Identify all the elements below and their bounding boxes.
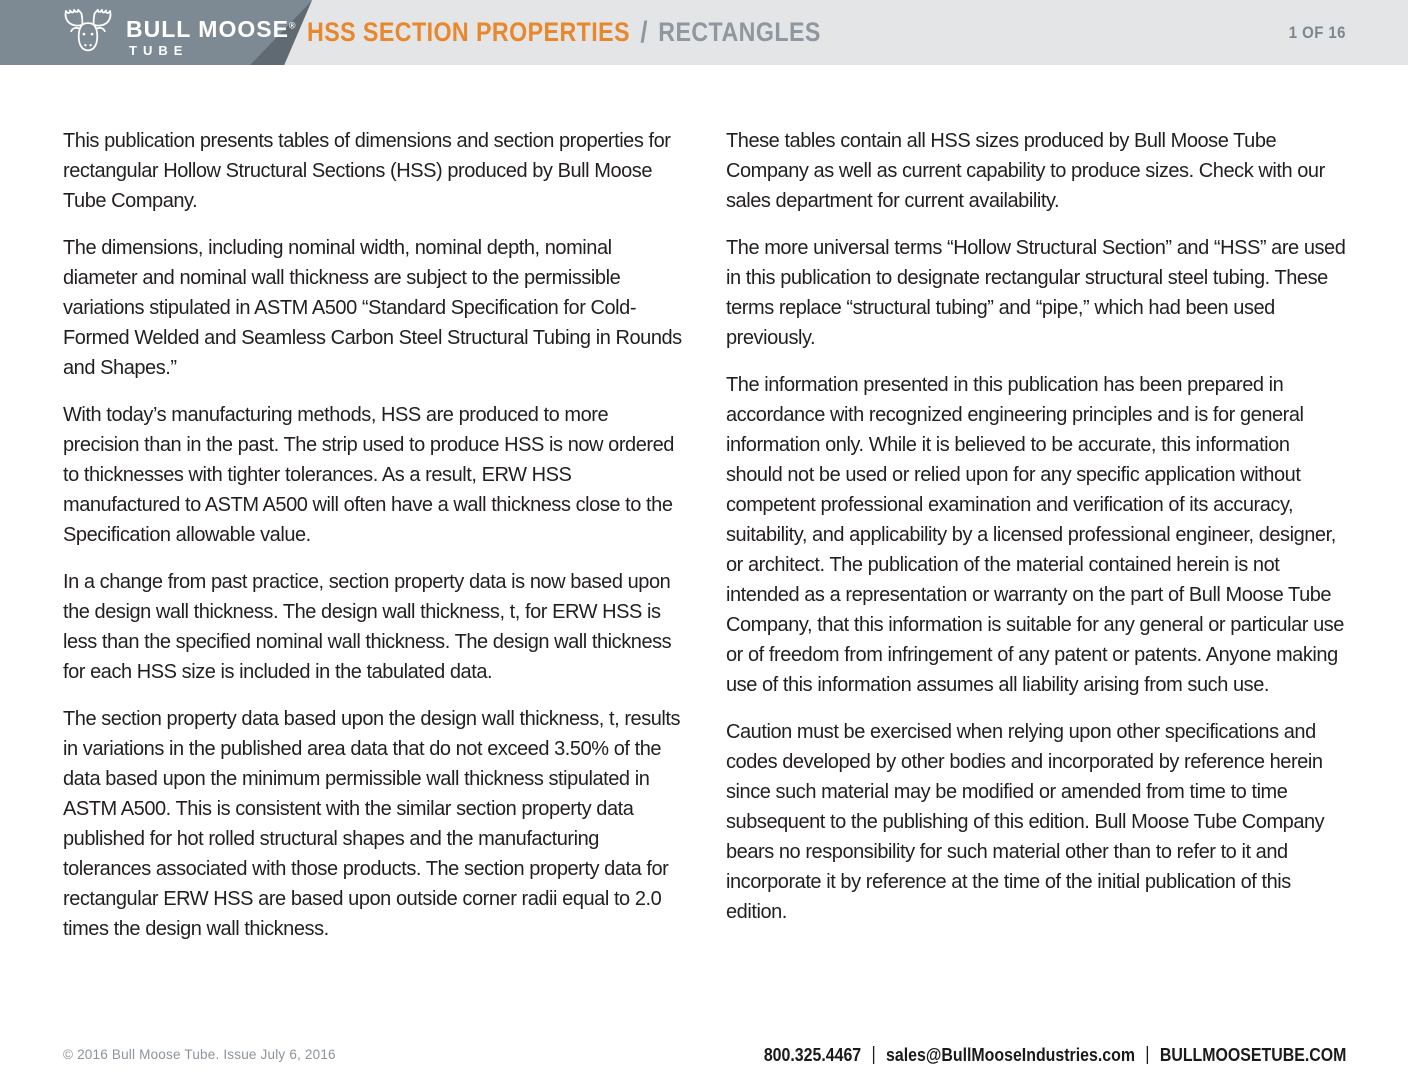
copyright-notice: © 2016 Bull Moose Tube. Issue July 6, 2016 (63, 1047, 336, 1062)
page-number-indicator: 1 OF 16 (1288, 22, 1346, 42)
body-content (63, 126, 1346, 961)
right-column (726, 126, 1346, 961)
paragraph: These tables contain all HSS sizes produced by Bull Moose Tube Company as well as current capability to produce sizes. Check with our sales department for current availability. (726, 130, 1325, 212)
footer-separator: | (871, 1044, 876, 1065)
page-title (307, 0, 821, 65)
paragraph: The dimensions, including nominal width, nominal depth, nominal diameter and nominal wall thickness are subject to the permissible variations stipulated in ASTM A500 “Standard Specification for Cold-Formed Welded and Seamless Carbon Steel Structural Tubing in Rounds and Shapes.” (63, 237, 682, 379)
title-secondary: RECTANGLES (658, 17, 821, 47)
paragraph: The information presented in this publication has been prepared in accordance with recognized engineering principles and is for general information only. While it is believed to be accurate, this information should not be used or relied upon for any specific application without competent professional examination and verification of its accuracy, suitability, and applicability by a licensed professional engineer, designer, or architect. The publication of the material contained herein is not intended as a representation or warranty on the part of Bull Moose Tube Company, that this information is suitable for any general or particular use or of freedom from infringement of any patent or patents. Anyone making use of this information assumes all liability arising from such use. (726, 374, 1344, 696)
paragraph: In a change from past practice, section property data is now based upon the design wall thickness. The design wall thickness, t, for ERW HSS is less than the specified nominal wall thickness. The design wall thickness for each HSS size is included in the tabulated data. (63, 571, 672, 683)
title-separator: / (640, 15, 648, 49)
paragraph: With today’s manufacturing methods, HSS are produced to more precision than in the past. The strip used to produce HSS is now ordered to thicknesses with tighter tolerances. As a result, ERW HSS manufactured to ASTM A500 will often have a wall thickness close to the Specification allowable value. (63, 404, 674, 546)
registered-mark: ® (288, 20, 296, 31)
brand-banner (0, 0, 340, 65)
logo-wordmark (126, 18, 296, 57)
logo-brand-text: BULL MOOSE (126, 16, 289, 42)
phone-number: 800.325.4467 (763, 1044, 861, 1065)
moose-head-icon (52, 4, 124, 62)
website-link[interactable]: BULLMOOSETUBE.COM (1159, 1044, 1346, 1065)
title-primary: HSS SECTION PROPERTIES (307, 17, 630, 47)
paragraph: This publication presents tables of dimensions and section properties for rectangular Hollow Structural Sections (HSS) produced by Bull Moose Tube Company. (63, 130, 671, 212)
logo-tube-text: TUBE (129, 43, 189, 58)
left-column (63, 126, 683, 961)
paragraph: The section property data based upon the design wall thickness, t, results in variations in the published area data that do not exceed 3.50% of the data based upon the minimum permissible wall thickness stipulated in ASTM A500. This is consistent with the similar section property data published for hot rolled structural shapes and the manufacturing tolerances associated with those products. The section property data for rectangular ERW HSS are based upon outside corner radii equal to 2.0 times the design wall thickness. (63, 708, 681, 940)
header-bar (0, 0, 1408, 65)
company-logo (52, 0, 296, 65)
paragraph: The more universal terms “Hollow Structural Section” and “HSS” are used in this publication to designate rectangular structural steel tubing. These terms replace “structural tubing” and “pipe,” which had been used previously. (726, 237, 1346, 349)
footer-separator: | (1144, 1044, 1150, 1065)
paragraph: Caution must be exercised when relying upon other specifications and codes developed by other bodies and incorporated by reference herein since such material may be modified or amended from time to time subsequent to the publishing of this edition. Bull Moose Tube Company bears no responsibility for such material other than to refer to it and incorporate it by reference at the time of the initial publication of this edition. (726, 721, 1325, 923)
email-link[interactable]: sales@BullMooseIndustries.com (885, 1044, 1135, 1065)
footer-contact-bar (763, 1044, 1346, 1066)
